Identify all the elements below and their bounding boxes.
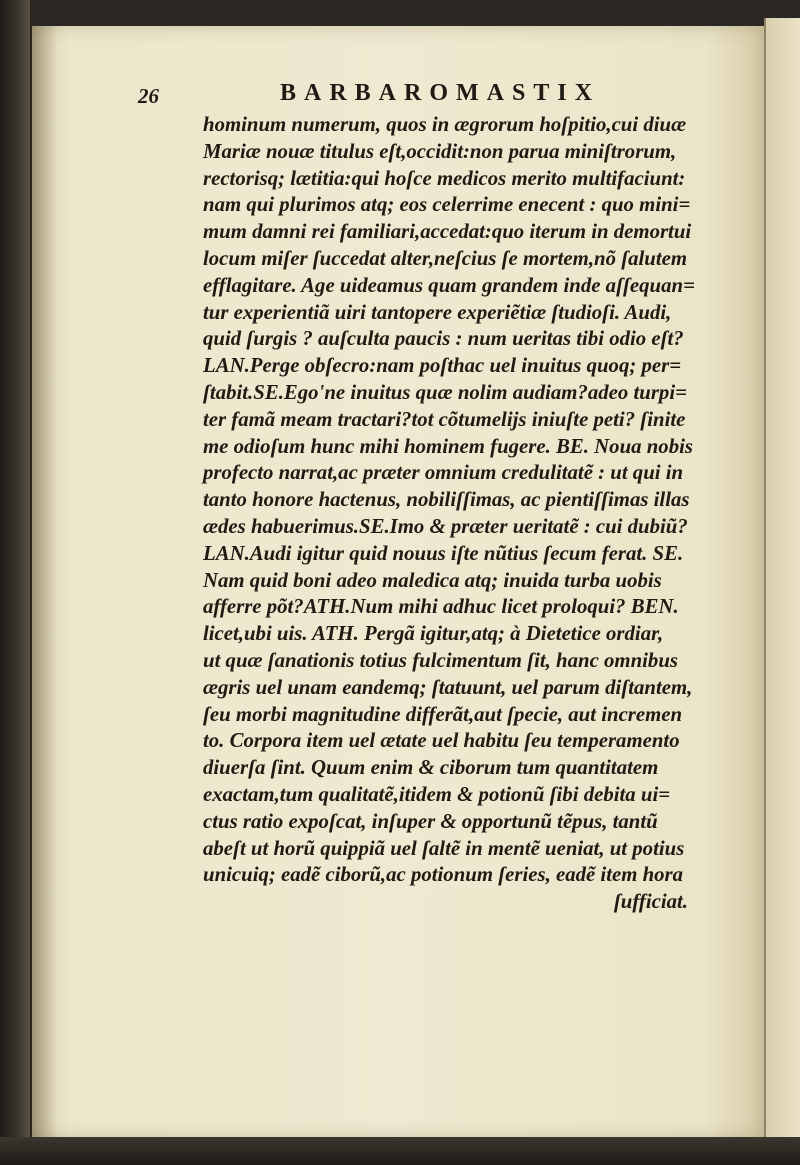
text-line: exactam,tum qualitatẽ,itidem & potionũ ſibi debita ui= (203, 782, 671, 806)
text-line: locum miſer ſuccedat alter,neſcius ſe mortem,nõ ſalutem (203, 246, 688, 270)
text-line: LAN.Audi igitur quid nouus iſte nũtius ſecum ferat. SE. (203, 541, 684, 565)
text-line: hominum numerum, quos in ægrorum hoſpitio,cui diuæ (203, 113, 687, 136)
catchword: ſufficiat. (613, 890, 688, 914)
text-line: nam qui plurimos atq; eos celerrime enecent : quo mini= (203, 193, 691, 217)
text-line: tur experientiã uiri tantopere experiẽtiæ ſtudioſi. Audi, (203, 300, 672, 324)
text-line: abeſt ut horũ quippiã uel ſaltẽ in mentẽ ueniat, ut potius (203, 836, 685, 860)
text-line: ædes habuerimus.SE.Imo & præter ueritatẽ : cui dubiũ? (203, 514, 688, 538)
text-line: Mariæ nouæ titulus eſt,occidit:non parua miniſtrorum, (203, 139, 677, 163)
text-line: unicuiq; eadẽ ciborũ,ac potionum ſeries, eadẽ item hora (203, 863, 684, 887)
text-line: ægris uel unam eandemq; ſtatuunt, uel parum diſtantem, (203, 675, 693, 699)
body-text (203, 112, 695, 916)
text-line: tanto honore hactenus, nobiliſſimas, ac pientiſſimas illas (203, 488, 690, 512)
text-line: ctus ratio expoſcat, inſuper & opportunũ tẽpus, tantũ (203, 809, 658, 833)
page-number: 26 (138, 84, 159, 108)
text-line: profecto narrat,ac præter omnium credulitatẽ : ut qui in (203, 461, 684, 485)
text-line: LAN.Perge obſecro:nam poſthac uel inuitus quoq; per= (203, 354, 682, 378)
text-line: afferre põt?ATH.Num mihi adhuc licet proloqui? BEN. (203, 595, 679, 619)
text-line: ſeu morbi magnitudine differãt,aut ſpecie, aut incremen (203, 702, 683, 726)
text-line: quid ſurgis ? auſculta paucis : num ueritas tibi odio eſt? (203, 327, 684, 351)
text-line: Nam quid boni adeo maledica atq; inuida turba uobis (203, 568, 662, 592)
text-line: diuerſa ſint. Quum enim & ciborum tum quantitatem (203, 756, 659, 780)
book-spine-shadow (0, 0, 30, 1165)
text-line: licet,ubi uis. ATH. Pergã igitur,atq; à Dietetice ordiar, (203, 622, 664, 646)
text-line: ut quæ ſanationis totius fulcimentum ſit, hanc omnibus (203, 648, 678, 672)
text-line: mum damni rei familiari,accedat:quo iterum in demortui (203, 220, 692, 244)
text-line: me odioſum hunc mihi hominem fugere. BE. Noua nobis (203, 434, 693, 458)
text-line: efflagitare. Age uideamus quam grandem inde aſſequan= (203, 273, 695, 297)
gutter-shadow (32, 26, 58, 1138)
bottom-edge-shadow (0, 1137, 800, 1165)
running-title: BARBAROMASTIX (280, 80, 601, 106)
text-line: rectorisq; lætitia:qui hoſce medicos merito multifaciunt: (203, 166, 686, 190)
text-line: ſtabit.SE.Ego'ne inuitus quæ nolim audiam?adeo turpi= (203, 380, 687, 404)
page-header (138, 80, 628, 110)
text-line: ter famã meam tractari?tot cõtumelijs iniuſte peti? ſinite (203, 407, 686, 431)
facing-page-edge (764, 18, 800, 1138)
text-line: to. Corpora item uel ætate uel habitu ſeu temperamento (203, 729, 680, 753)
